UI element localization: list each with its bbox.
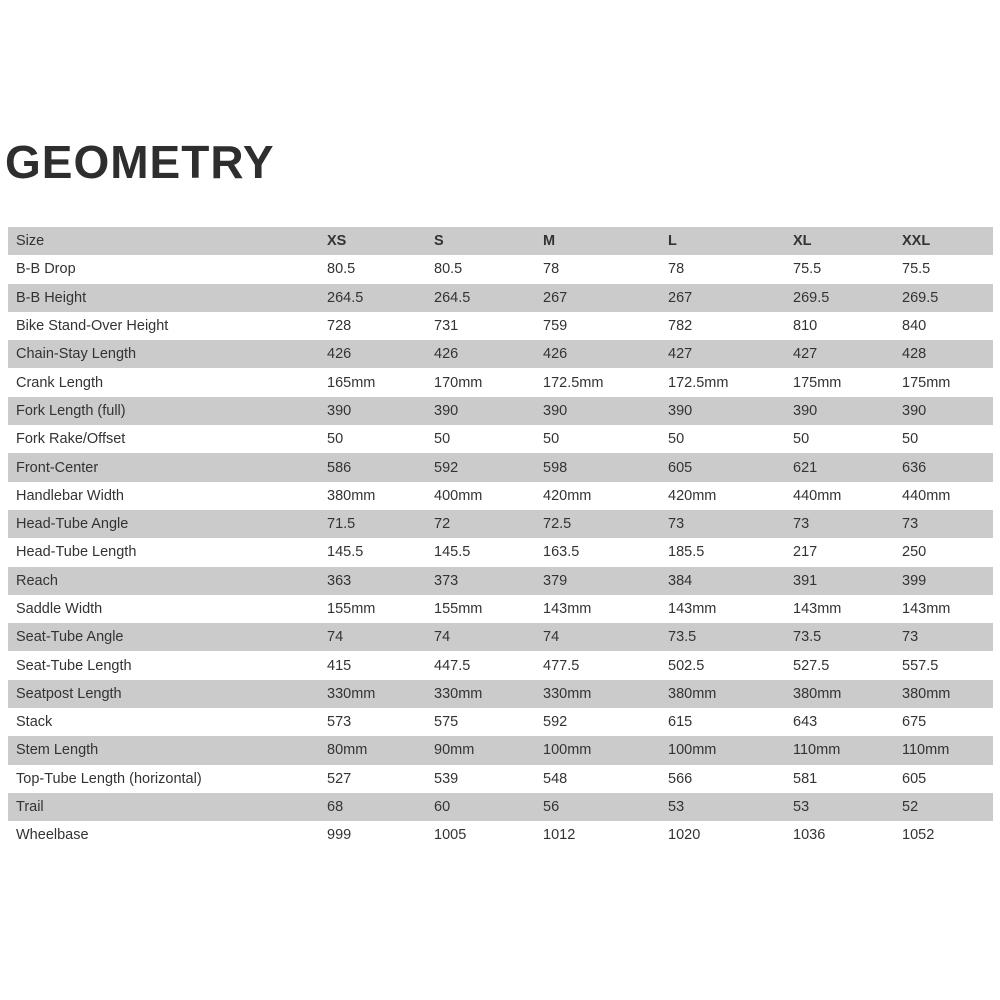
cell-value: 728 [327,318,352,335]
cell-value: 415 [327,657,352,674]
row-label: Saddle Width [16,601,103,617]
cell-value: 502.5 [668,657,705,674]
table-row [8,397,993,425]
cell-value: 80mm [327,742,368,759]
cell-value: 810 [793,318,818,335]
table-row [8,312,993,340]
cell-value: 75.5 [793,261,822,278]
cell-value: 50 [327,431,344,448]
cell-value: 363 [327,572,352,589]
cell-value: 379 [543,572,568,589]
cell-value: 636 [902,459,927,476]
cell-value: 110mm [902,742,950,759]
cell-value: 72 [434,516,451,533]
cell-value: 73.5 [668,629,697,646]
cell-value: 53 [668,799,685,816]
cell-value: 145.5 [327,544,364,561]
table-row [8,765,993,793]
table-row [8,736,993,764]
cell-value: 621 [793,459,818,476]
cell-value: 56 [543,799,560,816]
cell-value: 163.5 [543,544,580,561]
row-label: Handlebar Width [16,487,124,504]
column-header-l: L [668,233,677,250]
cell-value: 250 [902,544,927,561]
cell-value: 675 [902,714,927,731]
row-label: Crank Length [16,374,104,391]
cell-value: 165mm [327,374,376,391]
row-label: Seat-Tube Length [16,657,132,674]
cell-value: 592 [434,459,459,476]
column-header-xl: XL [793,233,812,250]
table-row [8,821,993,849]
cell-value: 1020 [668,827,701,844]
cell-value: 527.5 [793,657,830,674]
cell-value: 80.5 [434,261,463,278]
cell-value: 175mm [902,374,951,391]
cell-value: 999 [327,827,352,844]
row-label: Seatpost Length [16,685,122,702]
cell-value: 80.5 [327,261,356,278]
cell-value: 605 [902,770,927,787]
cell-value: 527 [327,770,352,787]
cell-value: 427 [668,346,693,363]
cell-value: 615 [668,714,693,731]
cell-value: 477.5 [543,657,580,674]
table-row [8,482,993,510]
cell-value: 427 [793,346,818,363]
cell-value: 72.5 [543,516,572,533]
table-row [8,453,993,481]
table-row [8,623,993,651]
cell-value: 50 [668,431,685,448]
row-label: Seat-Tube Angle [16,629,124,646]
cell-value: 380mm [668,685,717,702]
cell-value: 155mm [327,601,376,617]
cell-value: 426 [434,346,459,363]
row-label: Head-Tube Angle [16,516,129,533]
cell-value: 390 [434,402,459,419]
cell-value: 566 [668,770,693,787]
row-label: Stack [16,714,53,731]
cell-value: 731 [434,318,459,335]
row-label: Front-Center [16,459,99,476]
cell-value: 373 [434,572,459,589]
table-row [8,793,993,821]
cell-value: 264.5 [434,289,471,306]
cell-value: 75.5 [902,261,931,278]
cell-value: 170mm [434,374,483,391]
column-header-xxl: XXL [902,233,931,250]
cell-value: 143mm [793,601,842,617]
cell-value: 269.5 [902,289,939,306]
cell-value: 782 [668,318,693,335]
cell-value: 420mm [543,487,592,504]
cell-value: 74 [434,629,451,646]
table-row [8,340,993,368]
cell-value: 575 [434,714,459,731]
cell-value: 605 [668,459,693,476]
cell-value: 548 [543,770,568,787]
cell-value: 78 [668,261,685,278]
cell-value: 155mm [434,601,483,617]
cell-value: 74 [327,629,344,646]
cell-value: 73 [668,516,685,533]
cell-value: 592 [543,714,568,731]
cell-value: 581 [793,770,818,787]
table-row [8,595,993,623]
table-row [8,567,993,595]
cell-value: 840 [902,318,927,335]
cell-value: 100mm [543,742,592,759]
cell-value: 143mm [902,601,951,617]
table-row [8,538,993,566]
cell-value: 52 [902,799,919,816]
table-row [8,368,993,396]
row-label: Chain-Stay Length [16,346,137,363]
page-title: GEOMETRY [5,136,275,188]
cell-value: 1052 [902,827,935,844]
cell-value: 391 [793,572,818,589]
cell-value: 330mm [543,685,592,702]
cell-value: 143mm [543,601,592,617]
cell-value: 390 [793,402,818,419]
cell-value: 90mm [434,742,475,759]
table-row [8,651,993,679]
geometry-table [8,227,993,850]
cell-value: 400mm [434,487,483,504]
cell-value: 447.5 [434,657,471,674]
cell-value: 185.5 [668,544,705,561]
row-label: B-B Height [16,289,87,306]
row-label: Trail [16,799,44,816]
cell-value: 399 [902,572,927,589]
cell-value: 1005 [434,827,467,844]
cell-value: 390 [668,402,693,419]
cell-value: 380mm [793,685,842,702]
row-label: Fork Length (full) [16,402,126,419]
cell-value: 380mm [902,685,951,702]
cell-value: 264.5 [327,289,364,306]
cell-value: 440mm [793,487,842,504]
cell-value: 50 [434,431,451,448]
row-label: Stem Length [16,742,99,759]
cell-value: 390 [543,402,568,419]
cell-value: 598 [543,459,568,476]
cell-value: 50 [902,431,919,448]
table-row [8,510,993,538]
cell-value: 380mm [327,487,376,504]
cell-value: 78 [543,261,560,278]
cell-value: 73 [793,516,810,533]
cell-value: 172.5mm [668,374,729,391]
cell-value: 643 [793,714,818,731]
cell-value: 50 [543,431,560,448]
cell-value: 330mm [434,685,483,702]
row-label: Reach [16,572,58,589]
cell-value: 269.5 [793,289,830,306]
cell-value: 759 [543,318,568,335]
cell-value: 573 [327,714,352,731]
cell-value: 175mm [793,374,842,391]
row-label: Top-Tube Length (horizontal) [16,770,202,787]
cell-value: 390 [902,402,927,419]
cell-value: 145.5 [434,544,471,561]
row-label: Wheelbase [16,827,89,844]
cell-value: 74 [543,629,560,646]
cell-value: 60 [434,799,451,816]
table-body [8,255,993,849]
size-row-label: Size [16,233,45,250]
table-row [8,425,993,453]
cell-value: 73.5 [793,629,822,646]
cell-value: 390 [327,402,352,419]
cell-value: 267 [543,289,568,306]
cell-value: 172.5mm [543,374,604,391]
cell-value: 68 [327,799,344,816]
cell-value: 539 [434,770,459,787]
cell-value: 143mm [668,601,717,617]
cell-value: 1036 [793,827,826,844]
column-header-s: S [434,233,444,250]
cell-value: 426 [543,346,568,363]
column-header-xs: XS [327,233,347,250]
cell-value: 426 [327,346,352,363]
table-row [8,255,993,283]
row-label: B-B Drop [16,261,76,278]
table-row [8,708,993,736]
cell-value: 217 [793,544,818,561]
row-label: Fork Rake/Offset [16,431,126,448]
cell-value: 384 [668,572,693,589]
cell-value: 586 [327,459,352,476]
cell-value: 73 [902,516,919,533]
cell-value: 428 [902,346,927,363]
cell-value: 110mm [793,742,841,759]
column-header-m: M [543,233,556,250]
cell-value: 53 [793,799,810,816]
cell-value: 1012 [543,827,576,844]
row-label: Head-Tube Length [16,544,137,561]
cell-value: 420mm [668,487,717,504]
cell-value: 71.5 [327,516,356,533]
row-label: Bike Stand-Over Height [16,318,169,335]
cell-value: 100mm [668,742,717,759]
table-header-row [8,227,993,255]
table-row [8,680,993,708]
cell-value: 73 [902,629,919,646]
cell-value: 50 [793,431,810,448]
cell-value: 267 [668,289,693,306]
cell-value: 330mm [327,685,376,702]
cell-value: 440mm [902,487,951,504]
cell-value: 557.5 [902,657,939,674]
table-row [8,284,993,312]
